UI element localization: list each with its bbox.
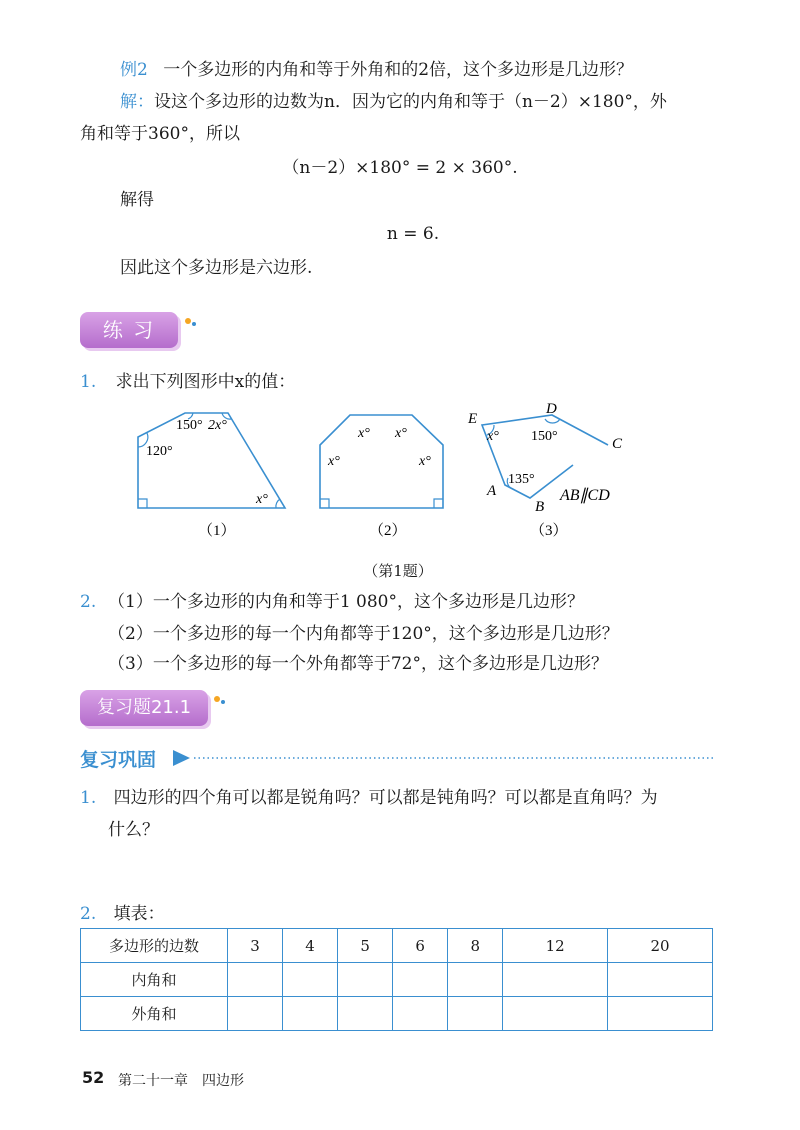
solution-line-2: 角和等于360°，所以 [80, 124, 240, 144]
table-row [81, 997, 713, 1031]
solution-text-1: 设这个多边形的边数为n．因为它的内角和等于（n－2）×180°，外 [154, 92, 667, 112]
fig3-label: A [487, 483, 497, 499]
fig2-label: x° [358, 426, 370, 441]
page-number: 52 [82, 1068, 105, 1087]
spark-dot-icon [214, 696, 220, 702]
fig3-label: E [468, 411, 478, 427]
figure-1 [138, 413, 285, 508]
practice-banner: 练 习 [80, 312, 178, 348]
subhead-arrow-rule [170, 748, 720, 768]
example-question-text: 一个多边形的内角和等于外角和的2倍，这个多边形是几边形？ [163, 60, 634, 80]
figure-3 [467, 401, 623, 515]
table-cell: 8 [448, 929, 503, 963]
fig2-label: x° [395, 426, 407, 441]
solved-text: 解得 [120, 190, 154, 210]
example-label: 例2 [120, 60, 148, 80]
table-cell-blank[interactable] [448, 963, 503, 997]
fill-table [80, 928, 713, 1031]
fig1-label: 2x° [208, 418, 227, 433]
chapter-title: 第二十一章 四边形 [118, 1073, 244, 1089]
table-cell: 6 [393, 929, 448, 963]
q1-text: 求出下列图形中x的值： [115, 372, 296, 392]
table-cell-blank[interactable] [338, 997, 393, 1031]
q2-item: （3）一个多边形的每一个外角都等于72°，这个多边形是几边形？ [108, 654, 608, 674]
table-cell-blank[interactable] [608, 997, 713, 1031]
review-q2 [80, 902, 165, 926]
fig1-label: 150° [176, 418, 203, 433]
table-cell-blank[interactable] [338, 963, 393, 997]
review-q2-text: 填表： [113, 904, 165, 924]
figure-group-caption: （第1题） [363, 562, 433, 580]
practice-q2-number [80, 590, 96, 614]
conclusion-text: 因此这个多边形是六边形. [120, 258, 313, 278]
q1-figures [0, 395, 800, 545]
table-cell: 4 [283, 929, 338, 963]
figure-2 [320, 415, 443, 508]
table-cell-blank[interactable] [283, 997, 338, 1031]
practice-q1 [80, 370, 295, 394]
fig1-caption: （1） [198, 523, 236, 539]
example-question [120, 58, 633, 82]
table-cell-blank[interactable] [503, 963, 608, 997]
fig2-caption: （2） [369, 523, 407, 539]
review-subhead: 复习巩固 [80, 749, 157, 771]
table-cell: 20 [608, 929, 713, 963]
table-cell-blank[interactable] [503, 997, 608, 1031]
solution-line-1 [120, 90, 667, 114]
review-q1-line2: 什么？ [108, 820, 159, 840]
solution-label: 解： [120, 92, 154, 112]
spark-dot-icon [192, 322, 196, 326]
q2-number: 2. [80, 592, 97, 612]
table-cell-blank[interactable] [608, 963, 713, 997]
q2-item: （2）一个多边形的每一个内角都等于120°，这个多边形是几边形？ [108, 624, 619, 644]
equation-2: n = 6. [386, 224, 440, 244]
table-row-label: 内角和 [81, 963, 228, 997]
q2-item: （1）一个多边形的内角和等于1 080°，这个多边形是几边形？ [108, 592, 584, 612]
review-q2-number: 2. [80, 904, 97, 924]
fig3-label: x° [487, 429, 499, 444]
table-cell: 5 [338, 929, 393, 963]
table-cell-blank[interactable] [283, 963, 338, 997]
fig3-label: 150° [531, 429, 558, 444]
fig3-label: B [535, 499, 545, 515]
fig1-label: x° [256, 492, 268, 507]
fig2-label: x° [328, 454, 340, 469]
table-header-cell: 多边形的边数 [81, 929, 228, 963]
fig3-label: 135° [508, 472, 535, 487]
table-cell: 12 [503, 929, 608, 963]
table-cell-blank[interactable] [393, 997, 448, 1031]
fig3-label: C [612, 436, 623, 452]
q1-number: 1. [80, 372, 97, 392]
table-cell-blank[interactable] [448, 997, 503, 1031]
table-cell: 3 [228, 929, 283, 963]
spark-dot-icon [185, 318, 191, 324]
spark-dot-icon [221, 700, 225, 704]
table-row-label: 外角和 [81, 997, 228, 1031]
table-cell-blank[interactable] [393, 963, 448, 997]
table-cell-blank[interactable] [228, 963, 283, 997]
fig3-label: D [546, 401, 557, 417]
review-q1-line1: 四边形的四个角可以都是锐角吗？可以都是钝角吗？可以都是直角吗？为 [113, 788, 658, 808]
table-row [81, 963, 713, 997]
fig1-label: 120° [146, 444, 173, 459]
review-q1-number: 1. [80, 788, 97, 808]
fig3-label: AB∥CD [560, 487, 610, 504]
equation-1: （n－2）×180° = 2 × 360°. [282, 158, 518, 178]
table-row [81, 929, 713, 963]
fig3-caption: （3） [530, 523, 568, 539]
review-banner: 复习题21.1 [80, 690, 208, 726]
table-cell-blank[interactable] [228, 997, 283, 1031]
fig2-label: x° [419, 454, 431, 469]
triangle-arrow-icon [173, 750, 190, 766]
review-q1 [80, 786, 658, 810]
